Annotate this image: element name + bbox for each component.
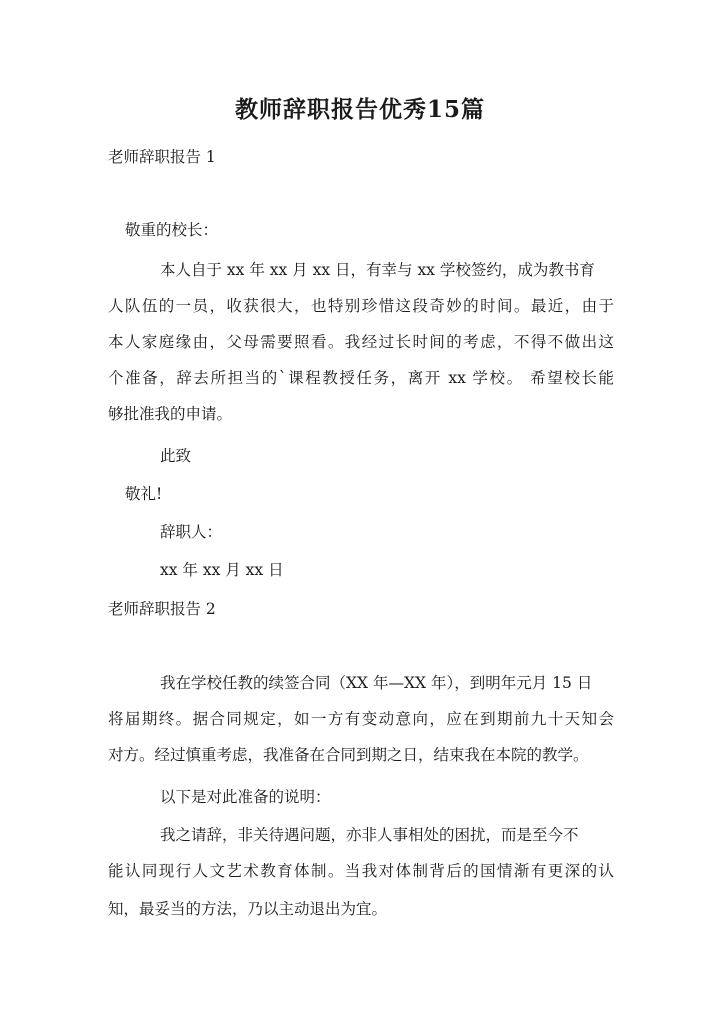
report2-paragraph-line: 知，最妥当的方法，乃以主动退出为宜。 — [108, 900, 388, 918]
report1-salutation: 敬重的校长： — [125, 221, 219, 239]
report1-heading: 老师辞职报告 1 — [108, 148, 216, 166]
report1-paragraph-line: 够批准我的申请。 — [108, 405, 233, 423]
report2-paragraph-line: 能认同现行人文艺术教育体制。当我对体制背后的国情渐有更深的认 — [108, 862, 614, 880]
report2-paragraph2: 以下是对此准备的说明： — [160, 788, 331, 806]
report2-paragraph-line: 我在学校任教的续签合同（XX 年—XX 年），到明年元月 15 日 — [160, 674, 593, 692]
report1-paragraph-line: 个准备，辞去所担当的`课程教授任务，离开 xx 学校。 希望校长能 — [108, 369, 614, 387]
report1-signer-label: 辞职人： — [160, 523, 223, 541]
report1-regards: 敬礼! — [125, 485, 163, 503]
report1-closing: 此致 — [160, 447, 192, 465]
report2-paragraph-line: 我之请辞，非关待遇问题，亦非人事相处的困扰，而是至今不 — [160, 826, 579, 844]
report2-paragraph-line: 对方。经过慎重考虑，我准备在合同到期之日，结束我在本院的教学。 — [108, 746, 589, 764]
document-title: 教师辞职报告优秀15篇 — [234, 96, 485, 123]
report1-date: xx 年 xx 月 xx 日 — [160, 561, 284, 579]
report1-paragraph-line: 本人家庭缘由，父母需要照看。我经过长时间的考虑，不得不做出这 — [108, 333, 614, 351]
report2-paragraph-line: 将届期终。据合同规定，如一方有变动意向，应在到期前九十天知会 — [108, 710, 614, 728]
report2-heading: 老师辞职报告 2 — [108, 600, 216, 618]
report1-paragraph-line: 人队伍的一员，收获很大，也特别珍惜这段奇妙的时间。最近，由于 — [108, 297, 614, 315]
report1-paragraph-line: 本人自于 xx 年 xx 月 xx 日，有幸与 xx 学校签约，成为教书育 — [160, 261, 595, 279]
